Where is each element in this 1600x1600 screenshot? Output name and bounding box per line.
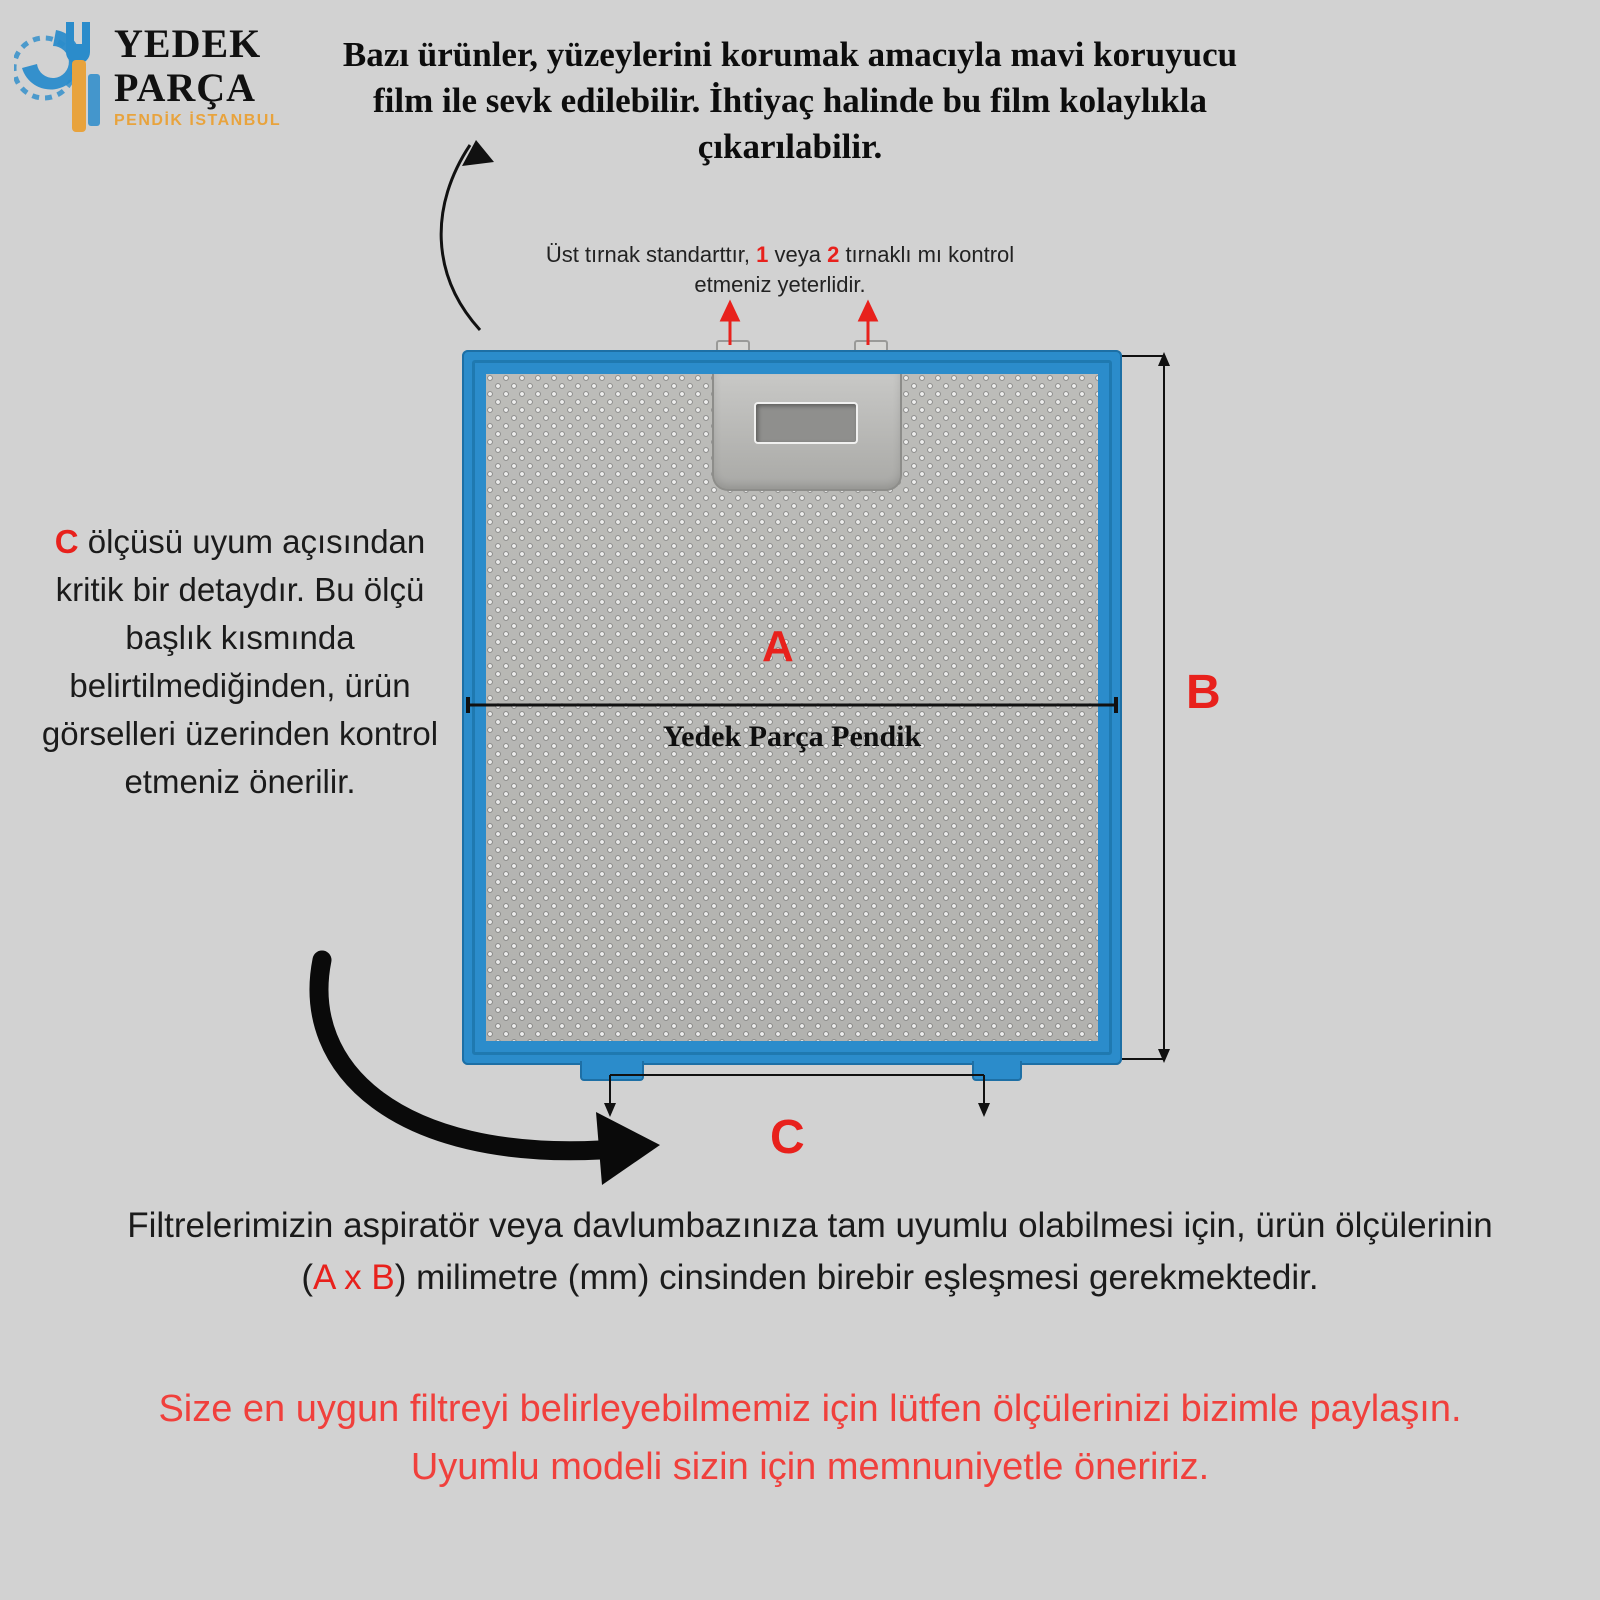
tirnak-note-part2: veya	[768, 242, 828, 267]
brand-watermark: Yedek Parça Pendik	[662, 720, 922, 753]
brand-logo	[14, 10, 314, 145]
tirnak-note-part1: Üst tırnak standarttır,	[545, 242, 757, 267]
bottom-paragraph	[120, 1200, 1500, 1304]
top-heading: Bazı ürünler, yüzeylerini korumak amacıyla mavi koruyucu film ile sevk edilebilir. İhtiyaç halinde bu film kolaylıkla çıkarılabilir.	[342, 35, 1238, 166]
bottom-paragraph-part1: Filtrelerimizin aspiratör veya davlumbazınıza tam uyumlu olabilmesi için, ürün ölçülerinin (	[127, 1206, 1493, 1297]
logo-line-1: YEDEK	[114, 21, 262, 66]
tirnak-count-1: 1	[756, 242, 769, 267]
bottom-call-to-action: Size en uygun filtreyi belirleyebilmemiz için lütfen ölçülerinizi bizimle paylaşın. Uyumlu modeli sizin için memnuniyetle öneririz.	[158, 1388, 1462, 1488]
dimension-label-c: C	[770, 1111, 805, 1164]
tirnak-count-2: 2	[827, 242, 840, 267]
dimension-label-b: B	[1186, 666, 1221, 719]
left-paragraph-text: ölçüsü uyum açısından kritik bir detaydır. Bu ölçü başlık kısmında belirtilmediğinden, ürün görselleri üzerinden kontrol etmeniz önerilir.	[41, 523, 439, 800]
bottom-paragraph-axb: A x B	[313, 1258, 395, 1297]
logo-line-2: PARÇA	[114, 65, 257, 110]
wrench-gear-logo-icon	[14, 16, 118, 140]
left-paragraph-c-letter: C	[54, 523, 79, 560]
dimension-label-a: A	[762, 622, 794, 671]
tirnak-note-part3: tırnaklı mı kontrol etmeniz yeterlidir.	[694, 242, 1015, 297]
handle-slot	[754, 402, 858, 444]
top-tab-note	[520, 240, 1040, 300]
left-paragraph	[40, 518, 440, 806]
filter-handle	[712, 374, 902, 491]
filter-diagram	[462, 350, 1221, 1164]
logo-subtitle: PENDİK İSTANBUL	[114, 112, 282, 129]
dimension-line-a	[462, 695, 1122, 715]
dimension-line-b	[1122, 350, 1192, 1065]
bottom-paragraph-part2: ) milimetre (mm) cinsinden birebir eşleşmesi gerekmektedir.	[394, 1258, 1319, 1297]
